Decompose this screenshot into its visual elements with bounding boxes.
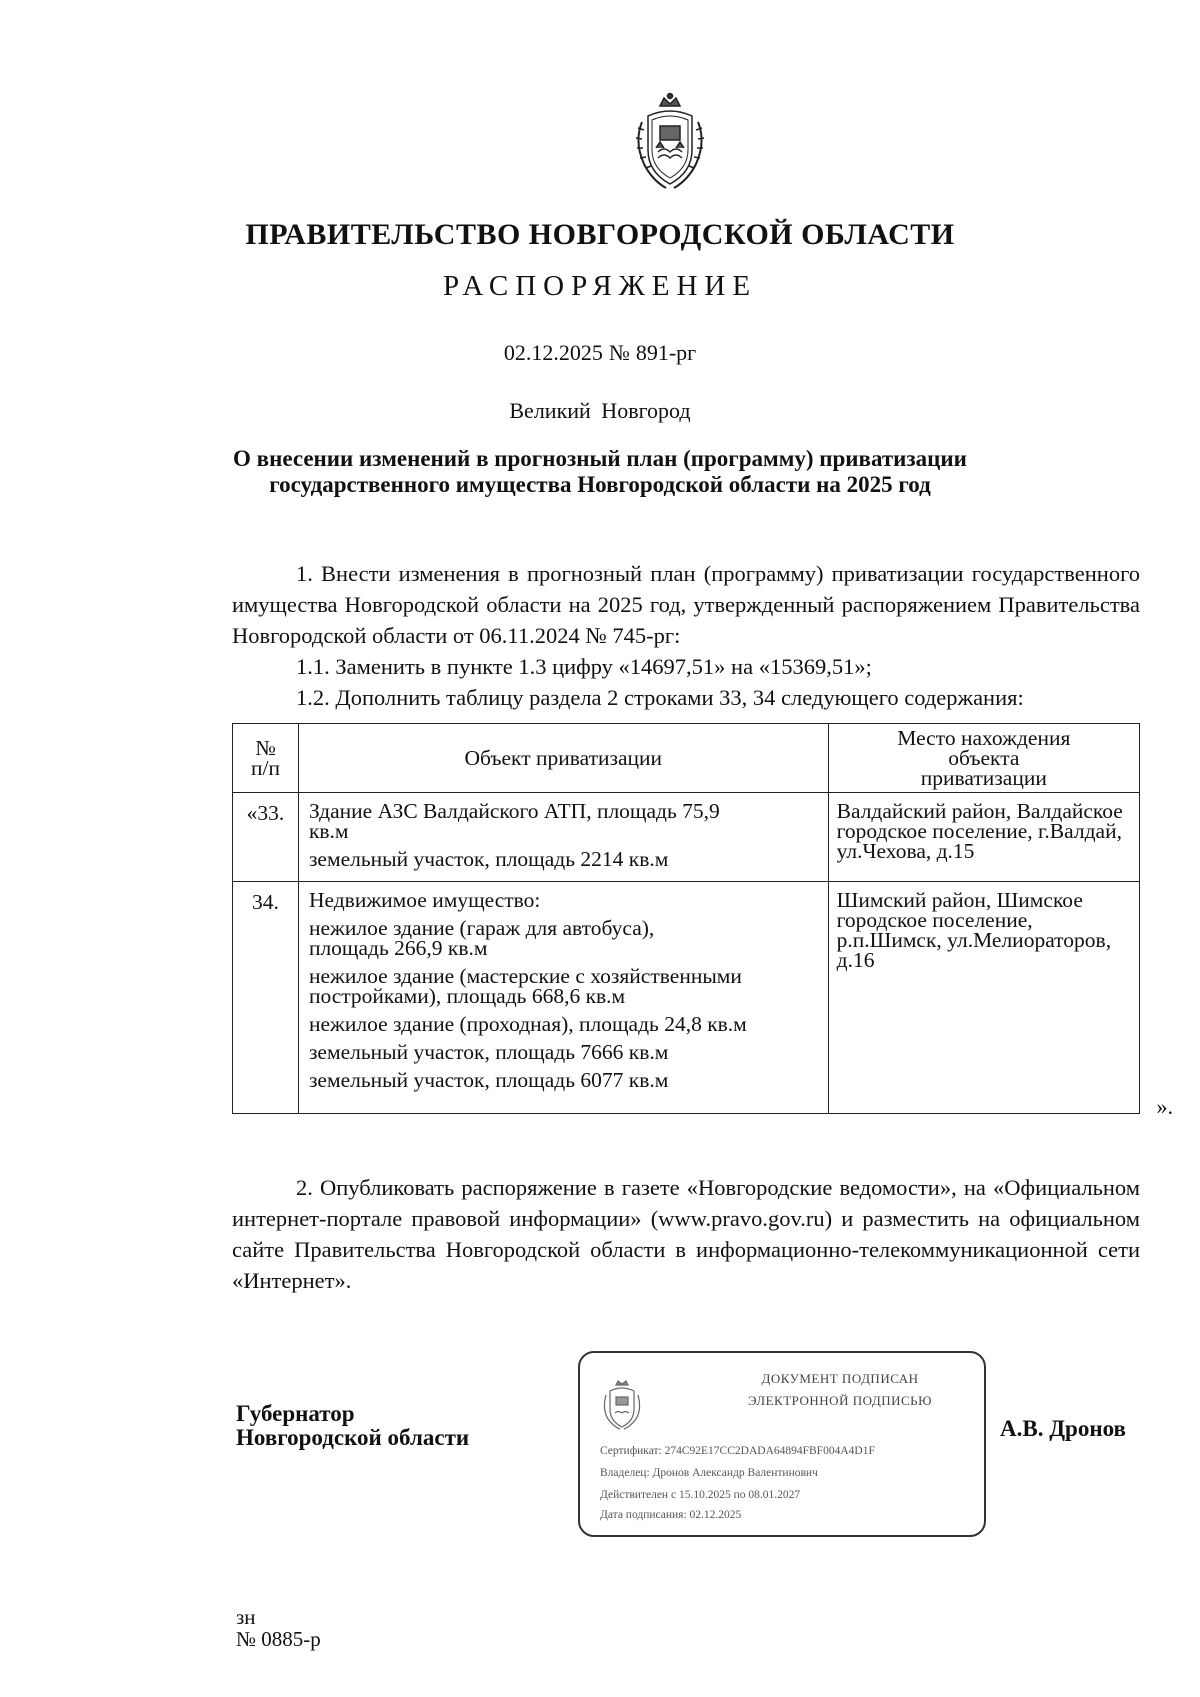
stamp-emblem-icon: [600, 1379, 644, 1431]
executor-initials: зн: [236, 1605, 256, 1629]
object-item: нежилое здание (гараж для автобуса), площадь 266,9 кв.м: [308, 916, 655, 960]
subject-line: О внесении изменений в прогнозный план (программу) приватизации: [233, 446, 967, 471]
document-subject: [0, 446, 1200, 498]
object-item: нежилое здание (мастерские с хозяйственными постройками), площадь 668,6 кв.м: [308, 964, 742, 1008]
organization-title: ПРАВИТЕЛЬСТВО НОВГОРОДСКОЙ ОБЛАСТИ: [245, 218, 955, 251]
paragraph-1: 1. Внести изменения в прогнозный план (программу) приватизации государственного имущества Новгородской области на 2025 год, утвержденный распоряжением Правительства Новгородской области от 06.11.2024 № 745-рг:: [232, 561, 1140, 648]
stamp-owner: Владелец: Дронов Александр Валентинович: [600, 1467, 818, 1479]
object-item: земельный участок, площадь 6077 кв.м: [308, 1068, 669, 1092]
privatization-table: [232, 723, 1173, 1119]
header-object-text: Объект приватизации: [464, 746, 663, 770]
document-date: 02.12.2025: [503, 340, 603, 365]
table-row: [233, 882, 1140, 1114]
signer-position: [236, 1402, 469, 1450]
row-location: [828, 882, 1173, 1119]
electronic-signature-stamp: [578, 1351, 986, 1537]
paragraph-1-1: 1.1. Заменить в пункте 1.3 цифру «14697,51» на «15369,51»;: [296, 654, 872, 679]
table-closing-quote: ».: [1156, 1094, 1173, 1119]
number-sign: №: [608, 340, 630, 365]
registration-number: № 0885-р: [236, 1627, 321, 1651]
header-number: [233, 724, 299, 793]
stamp-signing-date: Дата подписания: 02.12.2025: [600, 1509, 742, 1521]
row-number: 34.: [233, 882, 299, 1114]
city: Великий Новгород: [509, 398, 691, 423]
signer-position-line: Новгородской области: [236, 1425, 470, 1450]
stamp-heading: ДОКУМЕНТ ПОДПИСАН: [761, 1371, 919, 1386]
document-number: 891-рг: [635, 340, 697, 365]
row-number: «33.: [233, 793, 299, 882]
object-item: земельный участок, площадь 2214 кв.м: [308, 847, 669, 871]
object-item: Недвижимое имущество:: [308, 888, 541, 912]
row-objects: [298, 793, 828, 882]
object-item: Здание АЗС Валдайского АТП, площадь 75,9 кв.м: [308, 799, 720, 843]
object-item: нежилое здание (проходная), площадь 24,8 кв.м: [308, 1012, 747, 1036]
row-objects: [298, 882, 828, 1114]
paragraph-2: 2. Опубликовать распоряжение в газете «Новгородские ведомости», на «Официальном интернет-портале правовой информации» (www.pravo.gov.ru) и разместить на официальном сайте Правительства Новгородской области в информационно-телекоммуникационной сети «Интернет».: [232, 1175, 1140, 1293]
header-object: [298, 724, 828, 793]
signer-name: А.В. Дронов: [1000, 1416, 1126, 1441]
coat-of-arms-emblem: [630, 92, 710, 192]
header-number-text: № п/п: [250, 736, 280, 780]
location-text: Шимский район, Шимское городское поселение, р.п.Шимск, ул.Мелиораторов, д.16: [836, 888, 1112, 972]
document-type: РАСПОРЯЖЕНИЕ: [442, 270, 758, 302]
row-location: Валдайский район, Валдайское городское поселение, г.Валдай, ул.Чехова, д.15: [828, 793, 1139, 882]
header-location: [828, 724, 1139, 793]
stamp-validity: Действителен с 15.10.2025 по 08.01.2027: [600, 1489, 801, 1501]
table-row: [233, 793, 1140, 882]
object-item: земельный участок, площадь 7666 кв.м: [308, 1040, 669, 1064]
executor-footer: [236, 1606, 321, 1650]
subject-line: государственного имущества Новгородской области на 2025 год: [269, 472, 931, 497]
stamp-certificate: Сертификат: 274C92E17CC2DADA64894FBF004A4D1F: [600, 1445, 875, 1457]
paragraph-1-2: 1.2. Дополнить таблицу раздела 2 строками 33, 34 следующего содержания:: [296, 685, 1024, 710]
document-date-number: [0, 340, 1200, 366]
stamp-heading: ЭЛЕКТРОННОЙ ПОДПИСЬЮ: [748, 1393, 932, 1408]
signer-position-line: Губернатор: [236, 1401, 355, 1426]
header-location-text: Место нахождения объекта приватизации: [897, 726, 1071, 790]
